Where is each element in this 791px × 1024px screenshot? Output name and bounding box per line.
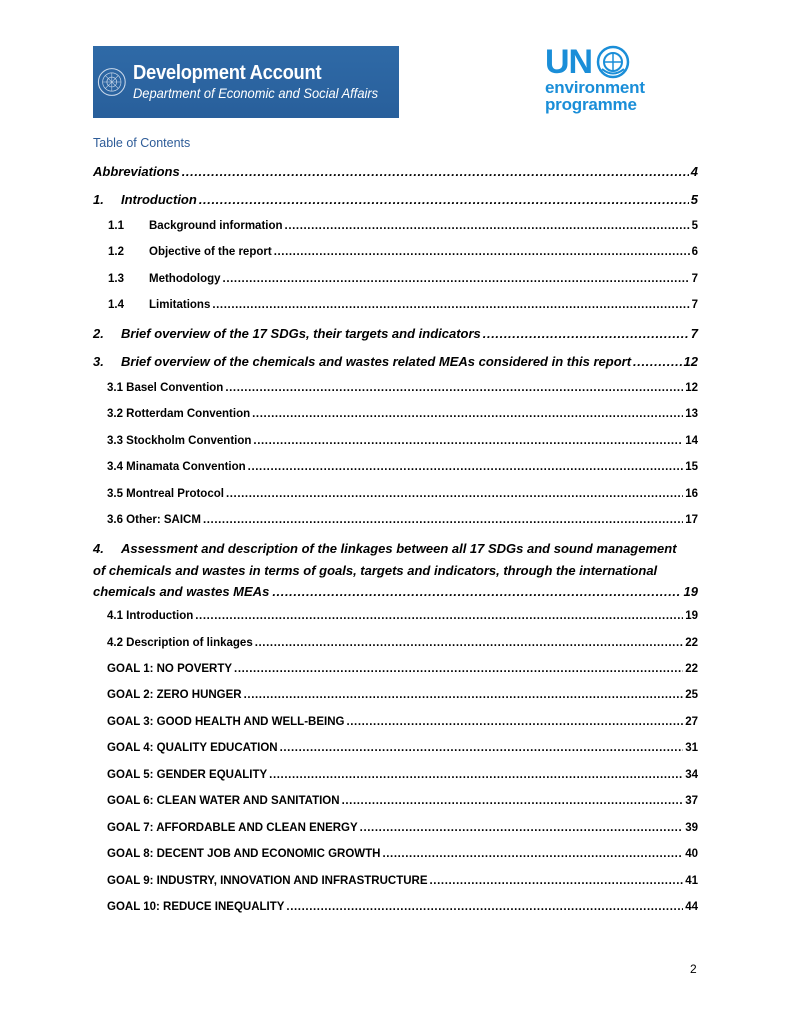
toc-entry-title: Methodology	[149, 273, 221, 285]
un-emblem-icon	[596, 45, 630, 79]
toc-entry-number: 1.4	[108, 299, 124, 311]
toc-entry-page: 5	[691, 220, 698, 232]
toc-entry-page: 41	[685, 875, 698, 887]
toc-entry-page: 40	[685, 848, 698, 860]
toc-entry-title: Abbreviations	[93, 164, 180, 179]
toc-entry-page: 22	[685, 663, 698, 675]
toc-entry-stockholm[interactable]	[107, 435, 698, 447]
toc-entry-goal-7[interactable]	[107, 822, 698, 834]
toc-entry-page: 15	[685, 461, 698, 473]
toc-entry-page: 12	[683, 354, 698, 369]
toc-entry-page: 14	[685, 435, 698, 447]
toc-entry-title: Brief overview of the chemicals and wastes related MEAs considered in this report	[121, 354, 632, 369]
toc-entry-page: 7	[691, 299, 698, 311]
toc-entry-goal-9[interactable]	[107, 875, 698, 887]
toc-entry-page: 27	[685, 716, 698, 728]
toc-entry-4-1-introduction[interactable]	[107, 610, 698, 622]
page-number: 2	[690, 962, 697, 976]
toc-entry-title: GOAL 3: GOOD HEALTH AND WELL-BEING	[107, 716, 345, 728]
toc-entry-page: 39	[685, 822, 698, 834]
toc-entry-page: 37	[685, 795, 698, 807]
toc-entry-title: 3.1 Basel Convention	[107, 382, 224, 394]
toc-entry-goal-1[interactable]	[107, 663, 698, 675]
toc-entry-goal-2[interactable]	[107, 689, 698, 701]
toc-entry-page: 44	[685, 901, 698, 913]
toc-entry-number: 3.	[93, 354, 104, 369]
logo-title: Development Account	[132, 62, 321, 85]
development-account-logo	[93, 46, 399, 118]
toc-entry-title: 4.1 Introduction	[107, 610, 194, 622]
toc-entry-number: 4.	[93, 541, 104, 556]
toc-entry-page: 5	[690, 192, 698, 207]
toc-entry-objective[interactable]	[93, 246, 698, 258]
toc-entry-goal-5[interactable]	[107, 769, 698, 781]
toc-entry-number: 1.1	[108, 220, 124, 232]
toc-entry-title: GOAL 6: CLEAN WATER AND SANITATION	[107, 795, 340, 807]
toc-entry-title: Limitations	[149, 299, 211, 311]
toc-entry-title: GOAL 8: DECENT JOB AND ECONOMIC GROWTH	[107, 848, 381, 860]
toc-entry-goal-8[interactable]	[107, 848, 698, 860]
toc-entry-saicm[interactable]	[107, 514, 698, 526]
toc-entry-title: Objective of the report	[149, 246, 272, 258]
toc-entry-background-information[interactable]	[93, 220, 698, 232]
toc-entry-page: 19	[683, 584, 698, 599]
toc-entry-description-of-linkages[interactable]	[107, 637, 698, 649]
toc-entry-mea-overview[interactable]	[93, 354, 698, 369]
toc-entry-number: 2.	[93, 326, 104, 341]
toc-entry-title: Background information	[149, 220, 283, 232]
toc-entry-introduction[interactable]	[93, 192, 698, 207]
logo-line-environment: environment	[545, 78, 645, 97]
toc-entry-page: 17	[685, 514, 698, 526]
toc-entry-goal-4[interactable]	[107, 742, 698, 754]
toc-entry-title: 3.5 Montreal Protocol	[107, 488, 224, 500]
toc-entry-title-line2: of chemicals and wastes in terms of goals, targets and indicators, through the international	[93, 562, 658, 578]
logo-line-programme: programme	[545, 95, 637, 114]
toc-entry-montreal[interactable]	[107, 488, 698, 500]
toc-entry-basel[interactable]	[107, 382, 698, 394]
logo-subtitle: Department of Economic and Social Affairs	[132, 85, 378, 102]
toc-entry-page: 34	[685, 769, 698, 781]
toc-entry-page: 22	[685, 637, 698, 649]
logo-un-text: UN	[545, 43, 593, 81]
toc-entry-title: 3.6 Other: SAICM	[107, 514, 201, 526]
toc-entry-title: GOAL 7: AFFORDABLE AND CLEAN ENERGY	[107, 822, 358, 834]
toc-entry-page: 7	[691, 273, 698, 285]
toc-entry-page: 13	[685, 408, 698, 420]
toc-entry-title-line1: Assessment and description of the linkages between all 17 SDGs and sound management	[121, 541, 677, 556]
toc-heading: Table of Contents	[93, 136, 191, 150]
toc-entry-page: 4	[690, 164, 698, 179]
toc-entry-page: 7	[690, 326, 698, 341]
toc-entry-title-line3: chemicals and wastes MEAs	[93, 584, 270, 599]
toc-entry-title: GOAL 9: INDUSTRY, INNOVATION AND INFRASTRUCTURE	[107, 875, 428, 887]
toc-entry-title: Brief overview of the 17 SDGs, their targets and indicators	[121, 326, 481, 341]
toc-entry-goal-10[interactable]	[107, 901, 698, 913]
toc-entry-number: 1.3	[108, 273, 124, 285]
toc-entry-page: 25	[685, 689, 698, 701]
toc-entry-title: 4.2 Description of linkages	[107, 637, 253, 649]
toc-entry-goal-6[interactable]	[107, 795, 698, 807]
toc-entry-number: 1.2	[108, 246, 124, 258]
toc-entry-sdg-overview[interactable]	[93, 326, 698, 341]
toc-entry-goal-3[interactable]	[107, 716, 698, 728]
toc-entry-page: 6	[691, 246, 698, 258]
toc-entry-methodology[interactable]	[93, 273, 698, 285]
toc-entry-page: 19	[685, 610, 698, 622]
toc-entry-title: GOAL 5: GENDER EQUALITY	[107, 769, 268, 781]
toc-entry-title: 3.2 Rotterdam Convention	[107, 408, 251, 420]
toc-entry-abbreviations[interactable]	[93, 164, 698, 179]
toc-entry-page: 16	[685, 488, 698, 500]
toc-entry-rotterdam[interactable]	[107, 408, 698, 420]
toc-entry-linkages-assessment[interactable]	[93, 538, 698, 603]
toc-entry-page: 31	[685, 742, 698, 754]
un-emblem-icon	[97, 61, 127, 103]
toc-entry-title: GOAL 10: REDUCE INEQUALITY	[107, 901, 285, 913]
toc-entry-title: 3.4 Minamata Convention	[107, 461, 246, 473]
toc-entry-title: 3.3 Stockholm Convention	[107, 435, 252, 447]
toc-entry-title: Introduction	[121, 192, 197, 207]
toc-entry-title: GOAL 1: NO POVERTY	[107, 663, 233, 675]
toc-entry-page: 12	[685, 382, 698, 394]
toc-entry-title: GOAL 2: ZERO HUNGER	[107, 689, 242, 701]
toc-entry-minamata[interactable]	[107, 461, 698, 473]
toc-entry-number: 1.	[93, 192, 104, 207]
toc-entry-limitations[interactable]	[93, 299, 698, 311]
un-environment-programme-logo	[545, 45, 660, 117]
toc-entry-title: GOAL 4: QUALITY EDUCATION	[107, 742, 278, 754]
